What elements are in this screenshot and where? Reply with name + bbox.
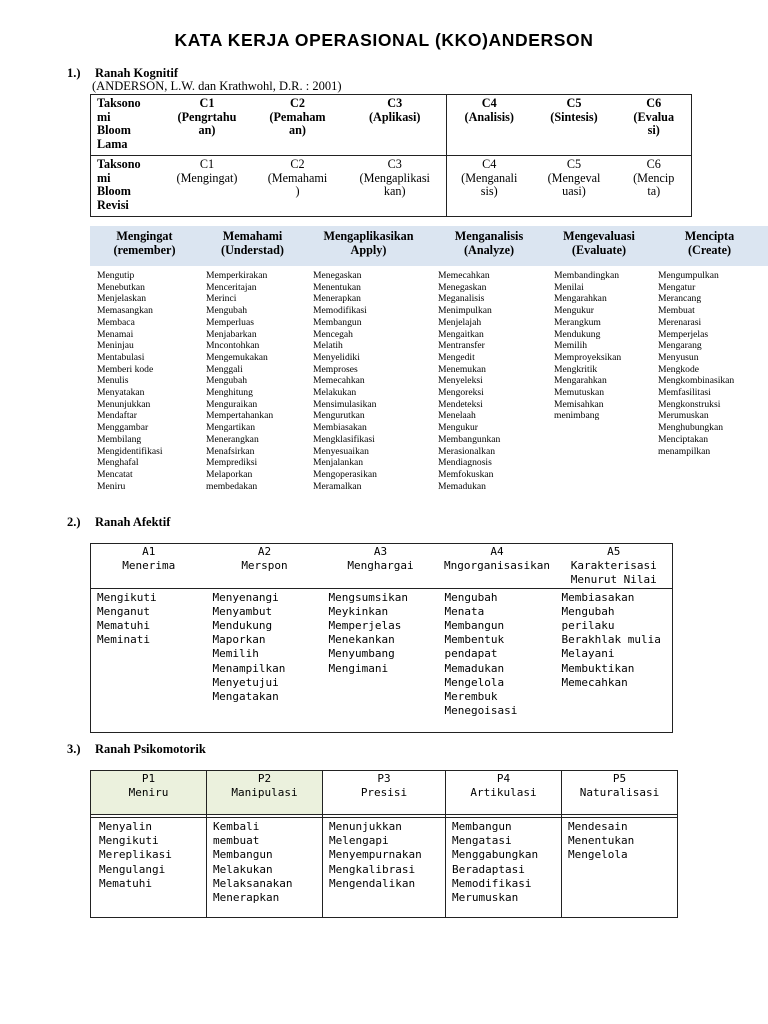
list-item: Menghitung — [206, 387, 253, 399]
list-item: Menyetujui — [212, 675, 279, 689]
list-item: Mengatur — [658, 281, 696, 293]
list-item: pendapat — [444, 647, 498, 661]
list-item: Menata — [444, 604, 485, 618]
verbs-header-analyze: Menganalisis (Analyze) — [431, 226, 547, 266]
list-item: Mengoreksi — [438, 387, 484, 399]
list-item: Membaca — [97, 316, 135, 328]
list-item: Menggabungkan — [452, 848, 539, 862]
afektif-list-a2 — [207, 588, 323, 732]
list-item: Mendukung — [554, 328, 601, 340]
list-item: Meniru — [97, 480, 126, 492]
list-item: Meganalisis — [438, 293, 485, 305]
list-item: Menyempurnakan — [329, 848, 422, 862]
list-item: Menguraikan — [206, 398, 258, 410]
psikomotorik-list-p4 — [446, 818, 562, 918]
section-afektif-heading — [67, 515, 170, 530]
list-item: Membiasakan — [561, 590, 635, 604]
list-item: Melaporkan — [206, 468, 253, 480]
list-item: Menerapkan — [213, 891, 280, 905]
afektif-header-a5: A5 Karakterisasi Menurut Nilai — [556, 544, 673, 589]
list-item: Memprediksi — [206, 457, 258, 469]
list-item: Menghafal — [97, 457, 139, 469]
list-item: Membentuk — [444, 633, 505, 647]
list-item: Memproyeksikan — [554, 351, 622, 363]
verbs-list-apply — [306, 266, 431, 492]
list-item: Maporkan — [212, 633, 266, 647]
list-item: Membuat — [658, 305, 695, 317]
list-item: Menilai — [554, 281, 584, 293]
psikomotorik-table — [90, 770, 678, 918]
taxonomy-cell-c3-new: C3 (Mengaplikasi kan) — [359, 157, 430, 198]
list-item: Mengubah — [206, 375, 248, 387]
psikomotorik-header-p4: P4 Artikulasi — [446, 771, 562, 815]
list-item: Menyatakan — [97, 387, 145, 399]
list-item: Mncontohkan — [206, 340, 260, 352]
list-item: Membangun — [444, 619, 505, 633]
list-item: Menegaskan — [313, 270, 362, 281]
list-item: Membangun — [452, 820, 512, 833]
list-item: Membangunkan — [438, 433, 501, 445]
kognitif-verbs-table — [90, 226, 768, 492]
list-item: menampilkan — [658, 445, 711, 457]
list-item: Menafsirkan — [206, 445, 255, 457]
psikomotorik-list-p3 — [323, 818, 446, 918]
verbs-lists-row — [90, 266, 768, 492]
list-item: Merancang — [658, 293, 702, 305]
psikomotorik-body-row — [91, 818, 678, 918]
list-item: Mengarang — [658, 340, 702, 352]
psikomotorik-list-p2 — [207, 818, 323, 918]
list-item: Mengarahkan — [554, 293, 607, 305]
afektif-header-a3: A3 Menghargai — [323, 544, 439, 589]
verbs-list-remember — [90, 266, 199, 492]
list-item: Membangun — [213, 848, 273, 862]
list-item: Mengelola — [568, 848, 628, 862]
list-item: Mengkonstruksi — [658, 398, 721, 410]
list-item: Mentransfer — [438, 340, 485, 352]
list-item: Merasionalkan — [438, 445, 496, 457]
psikomotorik-list-p5 — [562, 818, 678, 918]
section-title: Ranah Psikomotorik — [95, 742, 206, 756]
list-item: Mendaftar — [97, 410, 137, 422]
verbs-header-understand: Memahami (Understad) — [199, 226, 306, 266]
list-item: Menebutkan — [97, 281, 145, 293]
list-item: Menjelajah — [438, 316, 482, 328]
list-item: Menentukan — [313, 281, 361, 293]
list-item: Menyumbang — [328, 647, 395, 661]
afektif-table — [90, 543, 673, 733]
list-item: Memberi kode — [97, 363, 154, 375]
list-item: Beradaptasi — [452, 862, 525, 876]
taxonomy-label-old: Taksono mi Bloom Lama — [91, 95, 163, 156]
list-item: Menjelaskan — [97, 293, 147, 305]
verbs-list-evaluate — [547, 266, 651, 492]
list-item: Mengsumsikan — [328, 590, 408, 604]
list-item: Menceritajan — [206, 281, 257, 293]
taxonomy-cell-c1-new: C1 (Mengingat) — [176, 157, 238, 185]
afektif-list-a3 — [323, 588, 439, 732]
list-item: Mengkombinasikan — [658, 375, 735, 387]
list-item: Mengubah — [444, 590, 498, 604]
list-item: Mengutip — [97, 270, 135, 281]
list-item: Mengatakan — [212, 690, 279, 704]
list-item: Membangun — [313, 316, 362, 328]
list-item: Meminati — [97, 633, 150, 647]
list-item: Memutuskan — [554, 387, 605, 399]
list-item: Merembuk — [444, 690, 498, 704]
list-item: Mengoperasikan — [313, 468, 377, 480]
verbs-list-analyze — [431, 266, 547, 492]
list-item: Menyesuaikan — [313, 445, 369, 457]
list-item: Membiasakan — [313, 422, 367, 434]
list-item: Mencatat — [97, 468, 133, 480]
afektif-header-a4: A4 Mngorganisasikan — [439, 544, 556, 589]
taxonomy-cell-c2-old: C2 (Pemaham an) — [252, 95, 344, 156]
list-item: Memilih — [212, 647, 259, 661]
list-item: Mengurutkan — [313, 410, 365, 422]
list-item: Memperjelas — [328, 619, 402, 633]
section-psikomotorik-heading — [67, 742, 206, 757]
verbs-header-create: Mencipta (Create) — [651, 226, 768, 266]
verbs-list-understand — [199, 266, 306, 492]
list-item: Mematuhi — [99, 876, 152, 890]
list-item: Melakukan — [313, 387, 357, 399]
list-item: Mensimulasikan — [313, 398, 377, 410]
list-item: Memecahkan — [561, 675, 628, 689]
list-item: Menamai — [97, 328, 134, 340]
list-item: Menggambar — [97, 422, 149, 434]
page-title: KATA KERJA OPERASIONAL (KKO)ANDERSON — [174, 30, 594, 50]
afektif-header-a1: A1 Menerima — [91, 544, 207, 589]
list-item: Mencegah — [313, 328, 353, 340]
verbs-list-create — [651, 266, 768, 492]
kognitif-reference: (ANDERSON, L.W. dan Krathwohl, D.R. : 2001) — [92, 79, 342, 93]
psikomotorik-header-row — [91, 771, 678, 815]
list-item: Meninjau — [97, 340, 134, 352]
list-item: Memecahkan — [313, 375, 365, 387]
list-item: Menekankan — [328, 633, 395, 647]
list-item: Merumuskan — [658, 410, 709, 422]
list-item: Mengidentifikasi — [97, 445, 163, 457]
list-item: Mereplikasi — [99, 848, 172, 862]
list-item: Mengelola — [444, 675, 505, 689]
afektif-list-a5 — [556, 588, 673, 732]
verbs-header-row — [90, 226, 768, 266]
list-item: Mengartikan — [206, 422, 256, 434]
list-item: Menerapkan — [313, 293, 361, 305]
list-item: Memperluas — [206, 316, 254, 328]
section-title: Ranah Kognitif — [95, 66, 179, 80]
list-item: Mendesain — [568, 820, 628, 833]
psikomotorik-header-p5: P5 Naturalisasi — [562, 771, 678, 815]
list-item: Memproses — [313, 363, 358, 375]
afektif-list-a1 — [91, 588, 207, 732]
list-item: Meramalkan — [313, 480, 362, 492]
list-item: Mengikuti — [97, 590, 157, 604]
list-item: perilaku — [561, 619, 615, 633]
taxonomy-cell-c6-old: C6 (Evalua si) — [617, 95, 692, 156]
list-item: Mengkode — [658, 363, 700, 375]
list-item: Mentabulasi — [97, 351, 145, 363]
taxonomy-cell-c2-new: C2 (Memahami ) — [267, 157, 328, 198]
taxonomy-row-new — [91, 156, 692, 217]
list-item: Menimpulkan — [438, 305, 492, 317]
list-item: Mengkritik — [554, 363, 598, 375]
afektif-body-row — [91, 588, 673, 732]
list-item: Melaksanakan — [213, 876, 293, 890]
list-item: Mengaitkan — [438, 328, 484, 340]
taxonomy-cell-c5-new: C5 (Mengeval uasi) — [547, 157, 601, 198]
list-item: Mengklasifikasi — [313, 433, 375, 445]
list-item: Mengukur — [438, 422, 478, 434]
list-item: membedakan — [206, 480, 258, 492]
taxonomy-cell-c5-old: C5 (Sintesis) — [532, 95, 617, 156]
list-item: Memperkirakan — [206, 270, 268, 281]
list-item: Memodifikasi — [313, 305, 367, 317]
list-item: Menemukan — [438, 363, 486, 375]
list-item: Kembali — [213, 820, 260, 833]
afektif-header-row — [91, 544, 673, 589]
list-item: Memfokuskan — [438, 468, 494, 480]
verbs-header-evaluate: Mengevaluasi (Evaluate) — [547, 226, 651, 266]
list-item: Memperjelas — [658, 328, 709, 340]
list-item: Menunjukkan — [329, 820, 402, 833]
list-item: Memfasilitasi — [658, 387, 711, 399]
list-item: Melatih — [313, 340, 343, 352]
list-item: Menciptakan — [658, 433, 709, 445]
list-item: Membandingkan — [554, 270, 620, 281]
list-item: Memodifikasi — [452, 876, 532, 890]
list-item: Mengubah — [206, 305, 248, 317]
afektif-list-a4 — [439, 588, 556, 732]
list-item: Mengarahkan — [554, 375, 607, 387]
list-item: Menghubungkan — [658, 422, 724, 434]
list-item: Mengikuti — [99, 834, 159, 848]
list-item: Mematuhi — [97, 619, 150, 633]
list-item: Menelaah — [438, 410, 476, 422]
section-number: 1.) — [67, 66, 81, 80]
list-item: membuat — [213, 834, 260, 848]
taxonomy-label-new: Taksono mi Bloom Revisi — [97, 157, 141, 212]
psikomotorik-list-p1 — [91, 818, 207, 918]
list-item: Menampilkan — [212, 661, 286, 675]
list-item: Mengkalibrasi — [329, 862, 416, 876]
psikomotorik-header-p3: P3 Presisi — [323, 771, 446, 815]
list-item: Memilih — [554, 340, 588, 352]
list-item: Meykinkan — [328, 604, 389, 618]
verbs-header-apply: Mengaplikasikan Apply) — [306, 226, 431, 266]
list-item: Berakhlak mulia — [561, 633, 661, 647]
list-item: Mempertahankan — [206, 410, 274, 422]
list-item: Merenarasi — [658, 316, 702, 328]
list-item: Menunjukkan — [97, 398, 151, 410]
verbs-header-remember: Mengingat (remember) — [90, 226, 199, 266]
taxonomy-cell-c1-old: C1 (Pengrtahu an) — [163, 95, 252, 156]
list-item: Membuktikan — [561, 661, 635, 675]
taxonomy-cell-c4-new: C4 (Menganali sis) — [447, 156, 532, 217]
section-number: 2.) — [67, 515, 81, 529]
list-item: Menegoisasi — [444, 704, 518, 718]
list-item: Menyenangi — [212, 590, 279, 604]
list-item: Menulis — [97, 375, 129, 387]
list-item: Mengubah — [561, 604, 615, 618]
list-item: Melakukan — [213, 862, 273, 876]
afektif-header-a2: A2 Merspon — [207, 544, 323, 589]
taxonomy-cell-c6-new: C6 (Mencip ta) — [633, 157, 675, 198]
list-item: Menjalankan — [313, 457, 364, 469]
list-item: Mengulangi — [99, 862, 166, 876]
section-title: Ranah Afektif — [95, 515, 171, 529]
list-item: Memisahkan — [554, 398, 604, 410]
list-item: Menerangkan — [206, 433, 259, 445]
psikomotorik-header-p1: P1 Meniru — [91, 771, 207, 815]
list-item: Memecahkan — [438, 270, 490, 281]
taxonomy-cell-c3-old: C3 (Aplikasi) — [344, 95, 447, 156]
list-item: Mengemukakan — [206, 351, 268, 363]
list-item: Menyusun — [658, 351, 699, 363]
list-item: Melayani — [561, 647, 615, 661]
list-item: Mendeteksi — [438, 398, 483, 410]
list-item: Menentukan — [568, 834, 635, 848]
list-item: Mendiagnosis — [438, 457, 492, 469]
list-item: Menegaskan — [438, 281, 487, 293]
list-item: Menyelidiki — [313, 351, 360, 363]
list-item: Menjabarkan — [206, 328, 257, 340]
list-item: Menyambut — [212, 604, 273, 618]
list-item: Memadukan — [444, 661, 505, 675]
taxonomy-cell-c4-old: C4 (Analisis) — [447, 95, 532, 156]
list-item: Mengumpulkan — [658, 270, 719, 281]
list-item: Mengimani — [328, 661, 389, 675]
list-item: Mengatasi — [452, 834, 512, 848]
list-item: Menyeleksi — [438, 375, 483, 387]
list-item: Mengukur — [554, 305, 594, 317]
psikomotorik-header-p2: P2 Manipulasi — [207, 771, 323, 815]
section-number: 3.) — [67, 742, 81, 756]
taxonomy-row-old — [91, 95, 692, 156]
list-item: Melengapi — [329, 834, 389, 848]
list-item: menimbang — [554, 410, 600, 422]
list-item: Merumuskan — [452, 891, 519, 905]
list-item: Menganut — [97, 604, 150, 618]
list-item: Mendukung — [212, 619, 273, 633]
list-item: Merinci — [206, 293, 237, 305]
list-item: Mengedit — [438, 351, 475, 363]
taxonomy-table — [90, 94, 692, 217]
list-item: Menggali — [206, 363, 243, 375]
list-item: Mengendalikan — [329, 876, 416, 890]
list-item: Membilang — [97, 433, 142, 445]
list-item: Memasangkan — [97, 305, 153, 317]
list-item: Merangkum — [554, 316, 601, 328]
list-item: Memadukan — [438, 480, 486, 492]
list-item: Menyalin — [99, 820, 152, 833]
